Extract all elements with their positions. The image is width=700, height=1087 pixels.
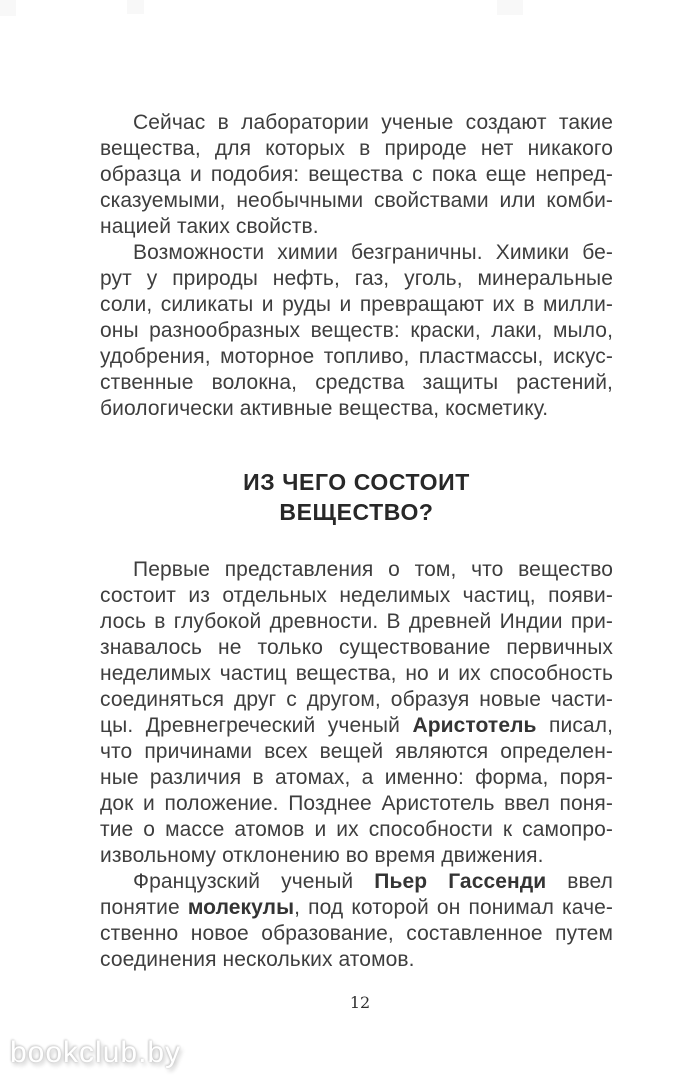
text-segment: , под которой он понимал каче- bbox=[294, 896, 613, 919]
text-line: лось в глубокой древности. В древней Индии при- bbox=[100, 610, 613, 633]
text-line: удобрения, моторное топливо, пластмассы, искус- bbox=[100, 345, 613, 368]
text-line: док и положение. Позднее Аристотель ввел поня- bbox=[100, 792, 613, 815]
text-line: ственно новое образование, составленное путем bbox=[100, 922, 613, 945]
scan-artifact bbox=[497, 0, 523, 15]
text-line: образца и подобия: вещества с пока еще непред- bbox=[100, 163, 613, 186]
emphasized-name: Пьер Гассенди bbox=[374, 870, 547, 893]
section-heading bbox=[100, 467, 613, 527]
text-line: биологически активные вещества, косметику. bbox=[100, 397, 549, 420]
emphasized-term: молекулы bbox=[187, 896, 295, 919]
section-heading-line: ИЗ ЧЕГО СОСТОИТ bbox=[243, 469, 470, 495]
text-segment: ввел bbox=[567, 870, 613, 893]
text-segment: писал, bbox=[549, 714, 614, 737]
text-line: Возможности химии безграничны. Химики бе- bbox=[133, 241, 613, 264]
text-line bbox=[100, 895, 613, 921]
page-number: 12 bbox=[349, 993, 371, 1012]
paragraph-2 bbox=[100, 240, 613, 422]
text-line: нацией таких свойств. bbox=[100, 215, 319, 238]
text-line: Сейчас в лаборатории ученые создают такие bbox=[133, 111, 613, 134]
text-line bbox=[100, 713, 613, 739]
text-line: извольному отклонению во время движения. bbox=[100, 844, 544, 867]
text-line: соединяться друг с другом, образуя новые части- bbox=[100, 688, 613, 711]
text-line: состоит из отдельных неделимых частиц, появи- bbox=[100, 584, 613, 607]
text-line: оны разнообразных веществ: краски, лаки, мыло, bbox=[100, 319, 613, 342]
text-line bbox=[100, 869, 613, 895]
text-line: вещества, для которых в природе нет никакого bbox=[100, 137, 613, 160]
text-line: Первые представления о том, что вещество bbox=[133, 558, 613, 581]
paragraph-4 bbox=[100, 869, 613, 973]
watermark: bookclub.by bbox=[10, 1036, 182, 1069]
text-segment: понятие bbox=[100, 896, 180, 919]
text-line: соли, силикаты и руды и превращают их в милли- bbox=[100, 293, 613, 316]
text-line: сказуемыми, необычными свойствами или комби- bbox=[100, 189, 613, 212]
text-line: ные различия в атомах, а именно: форма, поря- bbox=[100, 766, 613, 789]
emphasized-name: Аристотель bbox=[412, 714, 537, 737]
text-segment: цы. Древнегреческий ученый bbox=[100, 714, 400, 737]
text-line: ственные волокна, средства защиты растений, bbox=[100, 371, 613, 394]
text-segment: Французский ученый bbox=[133, 870, 354, 893]
text-line: соединения нескольких атомов. bbox=[100, 948, 415, 971]
page-body bbox=[100, 110, 613, 973]
section-heading-line: ВЕЩЕСТВО? bbox=[279, 499, 434, 525]
scan-artifact bbox=[0, 0, 16, 16]
text-line: неделимых частиц вещества, но и их способность bbox=[100, 662, 613, 685]
text-line: знавалось не только существование первичных bbox=[100, 636, 613, 659]
text-line: рут у природы нефть, газ, уголь, минеральные bbox=[100, 267, 613, 290]
text-line: что причинами всех вещей являются определен- bbox=[100, 740, 613, 763]
paragraph-1 bbox=[100, 110, 613, 240]
text-line: тие о массе атомов и их способности к самопро- bbox=[100, 818, 613, 841]
paragraph-3 bbox=[100, 557, 613, 869]
scan-artifact bbox=[127, 0, 144, 14]
